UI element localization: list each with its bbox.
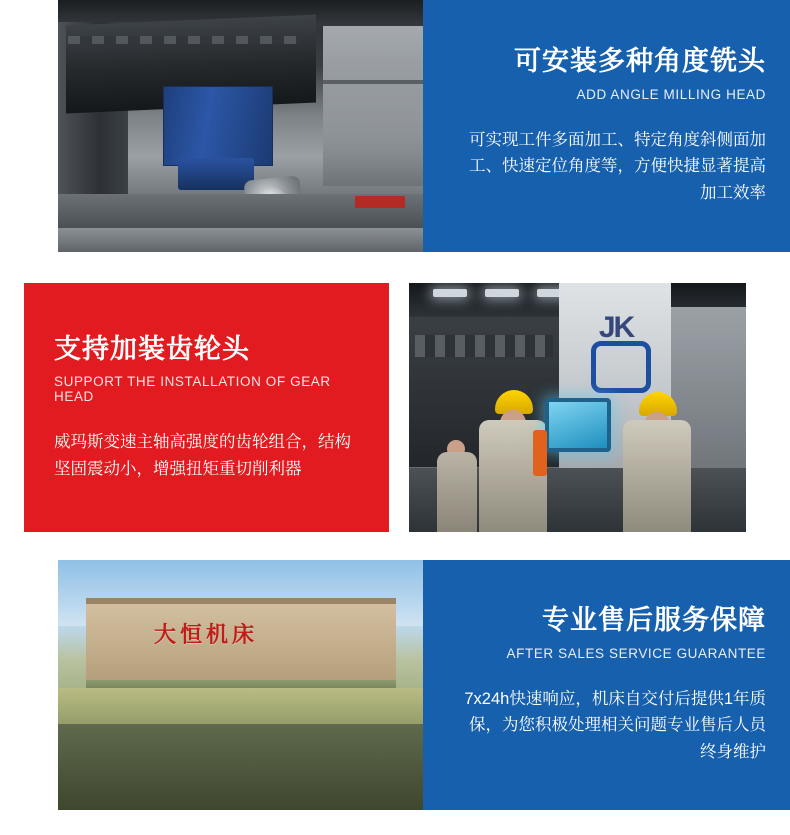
floor-marking [355,196,405,208]
background-window [323,26,423,186]
section-body: 威玛斯变速主轴高强度的齿轮组合，结构坚固震动小，增强扭矩重切削利器 [54,432,351,478]
ground [58,724,423,810]
machine-logo-frame-icon [591,341,651,393]
gear-head-photo [409,283,746,532]
tool-handle [533,430,547,476]
worker-uniform [437,452,477,532]
section-subtitle: SUPPORT THE INSTALLATION OF GEAR HEAD [54,373,331,404]
gear-head-text-panel [24,283,389,532]
worker-uniform [623,420,691,532]
section-title: 专业售后服务保障 [542,605,766,636]
section-title: 可安装多种角度铣头 [514,46,766,77]
angle-milling-head-text-panel [423,0,790,252]
section-subtitle: AFTER SALES SERVICE GUARANTEE [506,645,766,661]
milling-ram [163,86,273,166]
machine-rail [415,335,553,357]
section-subtitle: ADD ANGLE MILLING HEAD [576,86,766,102]
gantry-detail [68,36,300,44]
section-title: 支持加装齿轮头 [54,333,250,364]
section-gear-head [0,283,790,532]
tablet-device [545,398,611,452]
service-team-photo [58,560,423,810]
factory-sign-text: 大恒机床 [154,622,259,647]
section-body: 可实现工件多面加工、特定角度斜侧面加工、快速定位角度等，方便快捷显著提高加工效率 [469,130,766,203]
angle-milling-head-photo [58,0,423,252]
machine-logo: JK [598,311,634,344]
ceiling-lamp [485,289,519,297]
factory-floor [58,228,423,252]
milling-ram-lower [178,158,254,190]
section-after-sales-service [0,560,790,810]
section-angle-milling-head [0,0,790,252]
ceiling-lamp [433,289,467,297]
after-sales-service-text-panel [423,560,790,810]
section-body: 7x24h快速响应，机床自交付后提供1年质保，为您积极处理相关问题专业售后人员终身维护 [464,689,766,762]
